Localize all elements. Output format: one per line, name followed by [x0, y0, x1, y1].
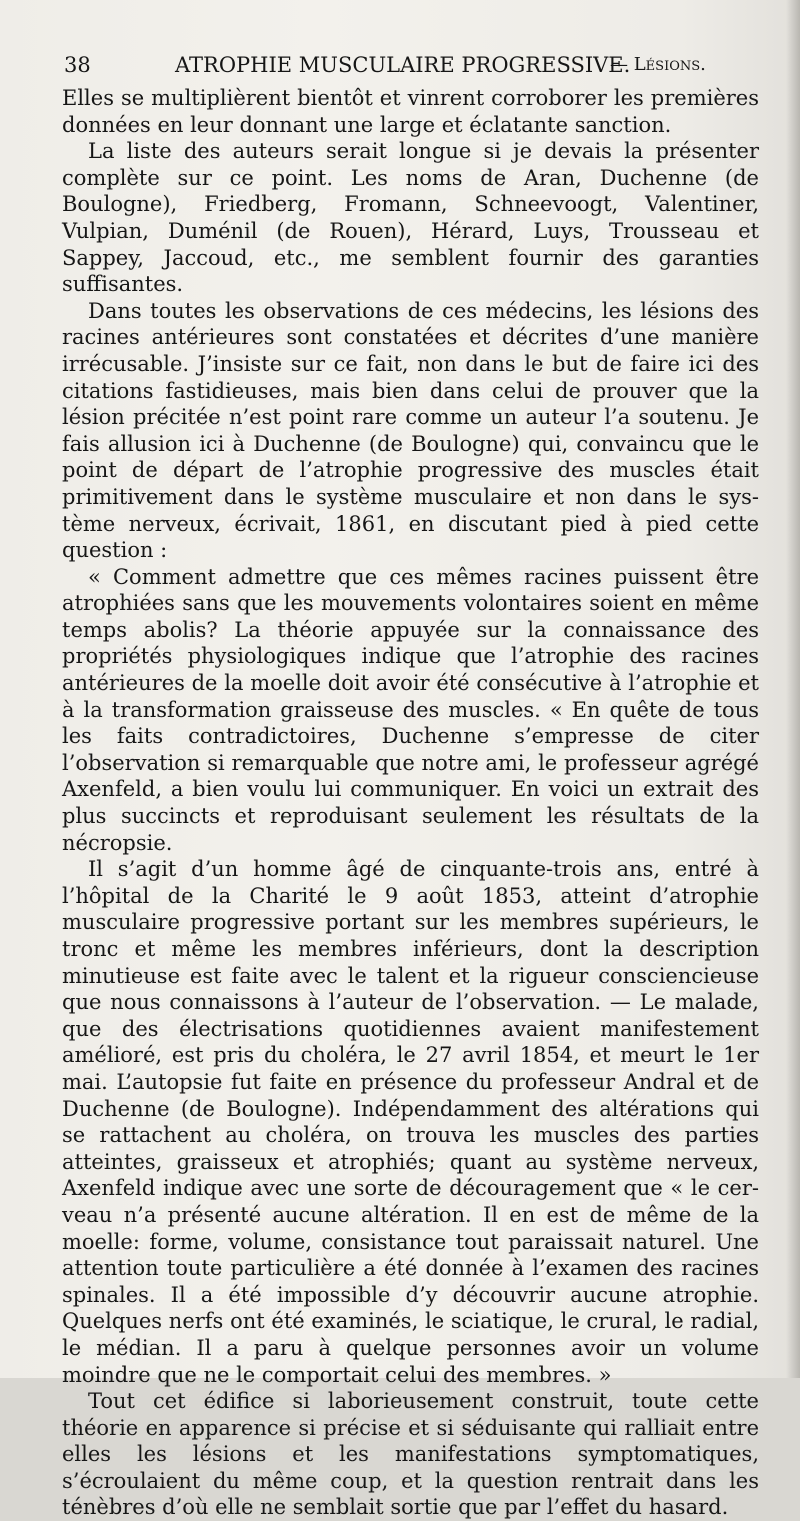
paragraph-case-report: Il s’agit d’un homme âgé de cinquante-trois ans, entré à l’hôpital de la Charité le 9 août 1853, atteint d’atrophie musculaire progressive portant sur les membres supérieurs, le tronc et même les membres inférieurs, dont la description minutieuse est faite avec le talent et la rigueur consciencieuse que nous connaissons à l’auteur de l’observation. — Le malade, que des électrisations quotidiennes avaient manifestement amélioré, est pris du choléra, le 27 avril 1854, et meurt le 1er mai. L’autopsie fut faite en présence du professeur Andral et de Duchenne (de Boulogne). Indépendamment des altérations qui se rattachent au choléra, on trouva les muscles des parties atteintes, graisseux et atrophiés; quant au système nerveux, Axenfeld indique avec une sorte de découragement que « le cerveau n’a présenté aucune altération. Il en est de même de la moelle: forme, volume, consistance tout paraissait naturel. Une attention toute particulière a été donnée à l’examen des racines spinales. Il a été impossible d’y découvrir aucune atrophie. Quelques nerfs ont été examinés, le sciatique, le crural, le radial, le médian. Il a paru à quelque personnes avoir un volume moindre que ne le comportait celui des membres. »	[62, 857, 759, 1387]
running-header	[64, 50, 764, 80]
paragraph-observations: Dans toutes les observations de ces médecins, les lésions des racines antérieures sont constatées et décrites d’une manière irrécusable. J’insiste sur ce fait, non dans le but de faire ici des citations fastidieuses, mais bien dans celui de prouver que la lésion précitée n’est point rare comme un auteur l’a soutenu. Je fais allusion ici à Duchenne (de Boulogne) qui, convaincu que le point de départ de l’atrophie progressive des muscles était primitivement dans le système musculaire et non dans le système nerveux, écrivait, 1861, en discutant pied à pied cette question :	[62, 298, 759, 563]
page-number: 38	[64, 53, 91, 77]
paragraph-authors: La liste des auteurs serait longue si je devais la présenter complète sur ce point. Les noms de Aran, Duchenne (de Boulogne), Friedberg, Fromann, Schneevoogt, Valentiner, Vulpian, Duménil (de Rouen), Hérard, Luys, Trousseau et Sappey, Jaccoud, etc., me semblent fournir des garanties suffisantes.	[62, 139, 759, 297]
running-title: ATROPHIE MUSCULAIRE PROGRESSIVE.	[175, 53, 631, 77]
paragraph-conclusion: Tout cet édifice si laborieusement construit, toute cette théorie en apparence si précise et si séduisante qui ralliait entre elles les lésions et les manifestations symptomatiques, s’écroulaient du même coup, et la question rentrait dans les ténèbres d’où elle ne semblait sortie que par l’effet du hasard.	[62, 1389, 759, 1520]
page-edge-shadow	[786, 0, 800, 1378]
paragraph-quotation: « Comment admettre que ces mêmes racines puissent être atrophiées sans que les mouvements volontaires soient en même temps abolis? La théorie appuyée sur la connaissance des propriétés physiologiques indique que l’atrophie des racines antérieures de la moelle doit avoir été consécutive à l’atrophie et à la transformation graisseuse des muscles. « En quête de tous les faits contradictoires, Duchenne s’empresse de citer l’observation si remarquable que notre ami, le professeur agrégé Axenfeld, a bien voulu lui communiquer. En voici un extrait des plus succincts et reproduisant seulement les résultats de la nécropsie.	[62, 564, 759, 855]
running-section: — Lésions.	[610, 54, 706, 75]
body-text	[62, 85, 759, 1521]
paragraph-continuation: Elles se multiplièrent bientôt et vinrent corroborer les premières données en leur donnant une large et éclatante sanction.	[62, 86, 759, 137]
